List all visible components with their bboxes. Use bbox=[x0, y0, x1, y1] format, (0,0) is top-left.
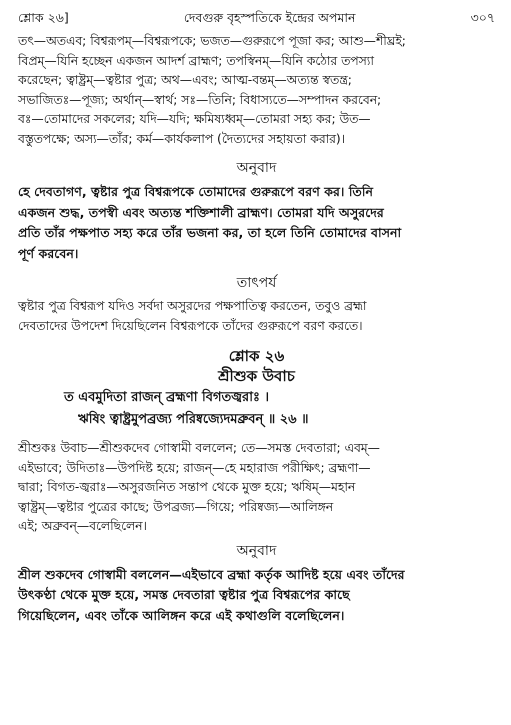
header-chapter-title: দেবগুরু বৃহস্পতিকে ইন্দ্রের অপমান bbox=[183, 10, 356, 25]
synonym-line: বস্তুতপক্ষে; অস্য—তাঁর; কর্ম—কার্যকলাপ (দৈত্যদের সহায়তা করার)। bbox=[18, 131, 346, 146]
translation-line: পূর্ণ করবেন। bbox=[18, 245, 79, 261]
translation-heading-2: অনুবাদ bbox=[236, 542, 277, 559]
header-verse-ref: শ্লোক ২৬] bbox=[18, 10, 69, 25]
translation-line: প্রতি তাঁর পক্ষপাত সহ্য করে তাঁর ভজনা কর, তা হলে তিনি তোমাদের বাসনা bbox=[18, 225, 402, 240]
synonyms-verse-25 bbox=[18, 32, 495, 149]
synonym-line: শ্রীশুকঃ উবাচ—শ্রীশুকদেব গোস্বামী বললেন; তে—সমস্ত দেবতারা; এবম্— bbox=[18, 441, 380, 455]
purport-line: দেবতাদের উপদেশ দিয়েছিলেন বিশ্বরূপকে তাঁদের গুরুরূপে বরণ করতে। bbox=[18, 318, 363, 333]
verse-speaker: শ্রীশুক উবাচ bbox=[218, 367, 295, 385]
running-header bbox=[18, 10, 495, 26]
purport-line: ত্বষ্টার পুত্র বিশ্বরূপ যদিও সর্বদা অসুরদের পক্ষপাতিত্ব করতেন, তবুও ব্রহ্মা bbox=[18, 299, 367, 313]
synonym-line: বঃ—তোমাদের সকলের; যদি—যদি; ক্ষমিষ্যধ্বম্—তোমরা সহ্য কর; উত— bbox=[18, 112, 371, 126]
translation-line: গিয়েছিলেন, এবং তাঁকে আলিঙ্গন করে এই কথাগুলি বলেছিলেন। bbox=[18, 607, 345, 623]
translation-line: উৎকণ্ঠা থেকে মুক্ত হয়ে, সমস্ত দেবতারা ত্বষ্টার পুত্র বিশ্বরূপের কাছে bbox=[18, 587, 350, 602]
synonym-line: তৎ—অতএব; বিশ্বরূপম্—বিশ্বরূপকে; ভজত—গুরুরূপে পূজা কর; আশু—শীঘ্রই; bbox=[18, 34, 406, 48]
synonyms-verse-26 bbox=[18, 439, 495, 537]
purport-heading: তাৎপর্য bbox=[236, 275, 277, 291]
synonym-line: সভাজিতঃ—পূজ্য; অর্থান্—স্বার্থ; সঃ—তিনি; বিধাস্যতে—সম্পাদন করবেন; bbox=[18, 92, 382, 107]
translation-line: একজন শুদ্ধ, তপস্বী এবং অত্যন্ত শক্তিশালী ব্রাহ্মণ। তোমরা যদি অসুরদের bbox=[18, 204, 384, 220]
synonym-line: করেছেন; ত্বাষ্ট্রম্—ত্বষ্টার পুত্র; অথ—এবং; আত্ম-বন্তম্—অত্যন্ত স্বতন্ত্র; bbox=[18, 73, 352, 87]
synonym-line: এইভাবে; উদিতাঃ—উপদিষ্ট হয়ে; রাজন্—হে মহারাজ পরীক্ষিৎ; ব্রহ্মণা— bbox=[18, 460, 371, 475]
verse-line: ঋষিং ত্বাষ্ট্রমুপব্রজ্য পরিষ্বজ্যেদমব্রুবন্ ॥ ২৬ ॥ bbox=[78, 412, 309, 427]
synonym-line: ত্বাষ্ট্রম্—ত্বষ্টার পুত্রের কাছে; উপব্রজ্য—গিয়ে; পরিষ্বজ্য—আলিঙ্গন bbox=[18, 499, 334, 514]
synonym-line: এই; অব্রুবন্—বলেছিলেন। bbox=[18, 519, 147, 533]
verse-number: শ্লোক ২৬ bbox=[228, 347, 285, 365]
translation-line: শ্রীল শুকদেব গোস্বামী বললেন—এইভাবে ব্রহ্মা কর্তৃক আদিষ্ট হয়ে এবং তাঁদের bbox=[18, 566, 405, 582]
translation-line: হে দেবতাগণ, ত্বষ্টার পুত্র বিশ্বরূপকে তোমাদের গুরুরূপে বরণ কর। তিনি bbox=[18, 184, 373, 199]
translation-verse-25 bbox=[18, 182, 495, 264]
header-page-number: ৩০৭ bbox=[470, 10, 495, 25]
sanskrit-verse bbox=[18, 387, 495, 431]
purport-text bbox=[18, 297, 495, 336]
synonym-line: বিপ্রম্—যিনি হচ্ছেন একজন আদর্শ ব্রাহ্মণ; তপস্বিনম্—যিনি কঠোর তপস্যা bbox=[18, 53, 374, 68]
translation-heading: অনুবাদ bbox=[236, 160, 277, 176]
verse-line: ত এবমুদিতা রাজন্ ব্রহ্মণা বিগতজ্বরাঃ । bbox=[64, 390, 270, 405]
translation-verse-26 bbox=[18, 565, 495, 627]
synonym-line: দ্বারা; বিগত-জ্বরাঃ—অসুরজনিত সন্তাপ থেকে মুক্ত হয়ে; ঋষিম্—মহান bbox=[18, 480, 356, 494]
